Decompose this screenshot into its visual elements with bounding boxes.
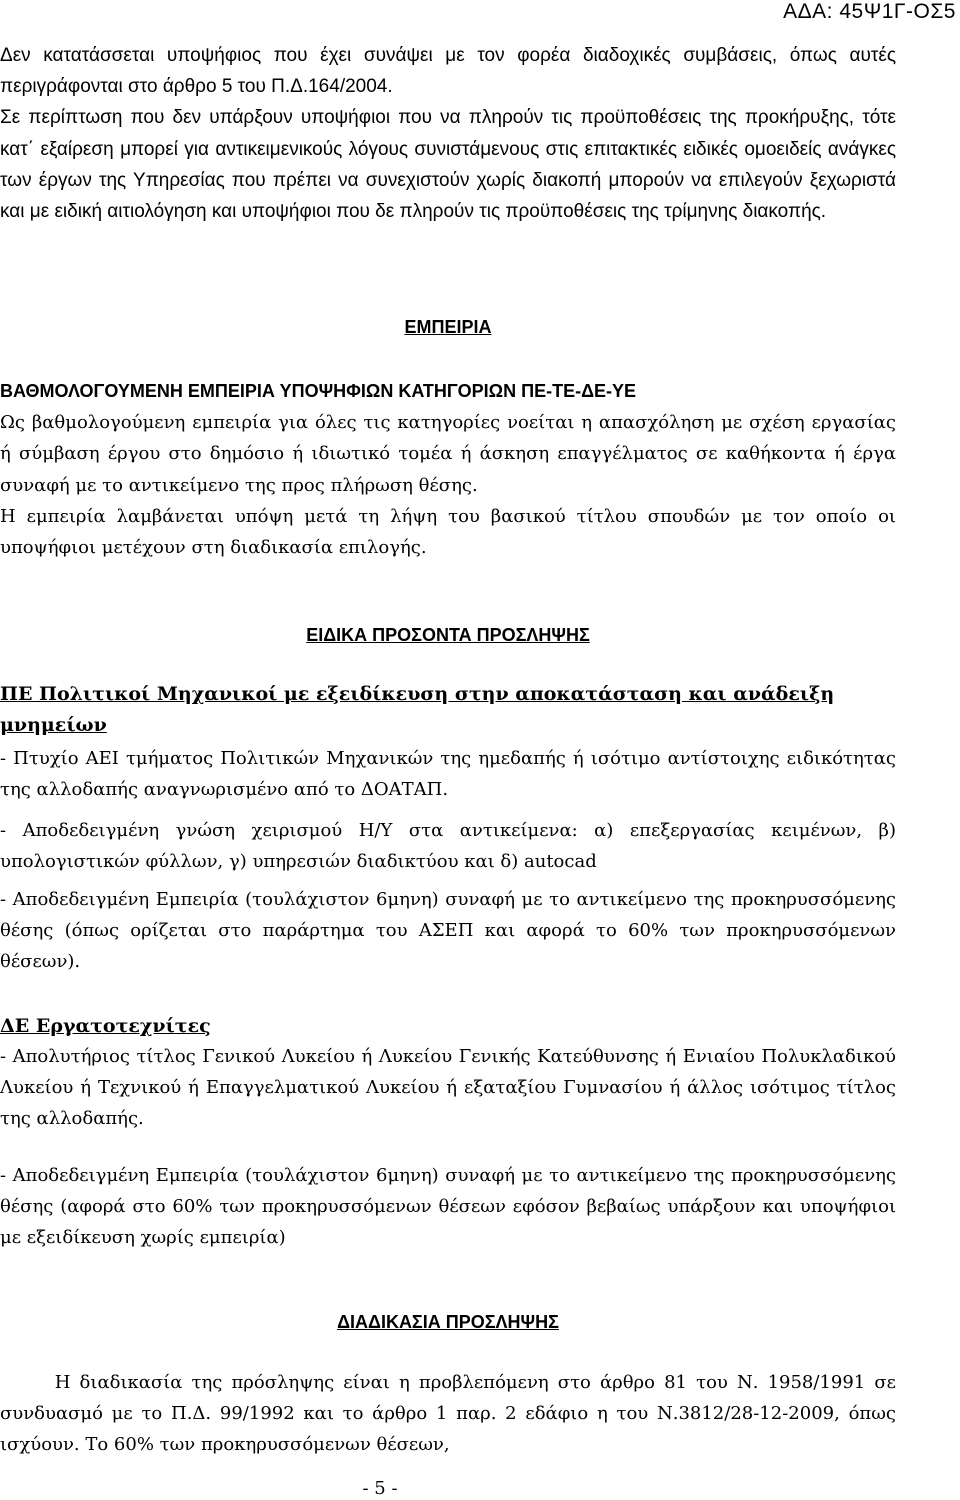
de-items (0, 1041, 896, 1135)
de-item-2: - Αποδεδειγμένη Εμπειρία (τουλάχιστον 6μηνη) συναφή με το αντικείμενο της προκηρυσσόμενης θέσης (αφορά στο 60% των προκηρυσσόμενων θέσεων εφόσον βεβαίως υπάρξουν και υποψήφιοι με εξειδίκευση χωρίς εμπειρία) (0, 1165, 896, 1249)
pe-item-2: - Αποδεδειγμένη γνώση χειρισμού Η/Υ στα αντικείμενα: α) επεξεργασίας κειμένων, β) υπολογιστικών φύλλων, γ) υπηρεσιών διαδικτύου και δ) autocad (0, 820, 896, 873)
de-title: ΔΕ Εργατοτεχνίτες (0, 1015, 211, 1037)
de-section (0, 1011, 896, 1042)
qualifications-heading: ΕΙΔΙΚΑ ΠΡΟΣΟΝΤΑ ΠΡΟΣΛΗΨΗΣ (306, 625, 590, 645)
pe-items (0, 743, 896, 805)
experience-section (0, 312, 896, 343)
experience-heading: ΕΜΠΕΙΡΙΑ (404, 317, 492, 337)
ada-code: ΑΔΑ: 45Ψ1Γ-ΟΣ5 (783, 0, 956, 23)
pe-title: ΠΕ Πολιτικοί Μηχανικοί με εξειδίκευση στην αποκατάσταση και ανάδειξη μνημείων (0, 683, 835, 737)
experience-body (0, 376, 896, 563)
intro-paragraph-2: Σε περίπτωση που δεν υπάρξουν υποψήφιοι που να πληρούν τις προϋποθέσεις της προκήρυξης, τότε κατ΄ εξαίρεση μπορεί για αντικειμενικούς λόγους συνιστάμενους στις επιτακτικές ειδικές ομοειδείς ανάγκες των έργων της Υπηρεσίας που πρέπει να συνεχιστούν χωρίς διακοπή μπορούν να επιλεγούν ξεχωριστά και με ειδική αιτιολόγηση και υποψήφιοι που δε πληρούν τις προϋποθέσεις της τρίμηνης διακοπής. (0, 107, 896, 223)
experience-subheading: ΒΑΘΜΟΛΟΓΟΥΜΕΝΗ ΕΜΠΕΙΡΙΑ ΥΠΟΨΗΦΙΩΝ ΚΑΤΗΓΟΡΙΩΝ ΠΕ-ΤΕ-ΔΕ-ΥΕ (0, 381, 637, 401)
intro-paragraph-1: Δεν κατατάσσεται υποψήφιος που έχει συνάψει με τον φορέα διαδοχικές συμβάσεις, όπως αυτές περιγράφονται στο άρθρο 5 του Π.Δ.164/2004. (0, 45, 896, 98)
procedure-section (0, 1307, 896, 1338)
procedure-heading: ΔΙΑΔΙΚΑΣΙΑ ΠΡΟΣΛΗΨΗΣ (337, 1312, 559, 1332)
procedure-body (0, 1367, 902, 1461)
pe-item-1: - Πτυχίο ΑΕΙ τμήματος Πολιτικών Μηχανικών της ημεδαπής ή ισότιμο αντίστοιχης ειδικότητας της αλλοδαπής αναγνωρισμένο από το ΔΟΑΤΑΠ. (0, 748, 896, 801)
procedure-paragraph: Η διαδικασία της πρόσληψης είναι η προβλεπόμενη στο άρθρο 81 του Ν. 1958/1991 σε συνδυασμό με το Π.Δ. 99/1992 και το άρθρο 1 παρ. 2 εδάφιο η του Ν.3812/28-12-2009, όπως ισχύουν. Το 60% των προκηρυσσόμενων θέσεων, (0, 1372, 902, 1456)
de-item-1: - Απολυτήριος τίτλος Γενικού Λυκείου ή Λυκείου Γενικής Κατεύθυνσης ή Ενιαίου Πολυκλαδικού Λυκείου ή Τεχνικού ή Επαγγελματικού Λυκείου ή εξαταξίου Γυμνασίου ή άλλος ισότιμος τίτλος της αλλοδαπής. (0, 1046, 896, 1130)
qualifications-section (0, 620, 896, 651)
de-items-2 (0, 1160, 896, 1254)
pe-item-3: - Αποδεδειγμένη Εμπειρία (τουλάχιστον 6μηνη) συναφή με το αντικείμενο της προκηρυσσόμενης θέσης (όπως ορίζεται στο παράρτημα του ΑΣΕΠ και αφορά το 60% των προκηρυσσόμενων θέσεων). (0, 889, 896, 973)
pe-items-3 (0, 884, 896, 978)
pe-items-2 (0, 815, 896, 877)
experience-paragraph-2: Η εμπειρία λαμβάνεται υπόψη μετά τη λήψη του βασικού τίτλου σπουδών με τον οποίο οι υποψήφιοι μετέχουν στη διαδικασία επιλογής. (0, 505, 896, 559)
pe-section (0, 679, 896, 741)
intro-section (0, 40, 896, 227)
experience-paragraph-1: Ως βαθμολογούμενη εμπειρία για όλες τις κατηγορίες νοείται η απασχόληση με σχέση εργασίας ή σύμβαση έργου στο δημόσιο ή ιδιωτικό τομέα ή άσκηση επαγγέλματος σε καθήκοντα ή έργα συναφή με το αντικείμενο της προς πλήρωση θέσης. (0, 412, 896, 496)
page-number: - 5 - (362, 1478, 398, 1499)
